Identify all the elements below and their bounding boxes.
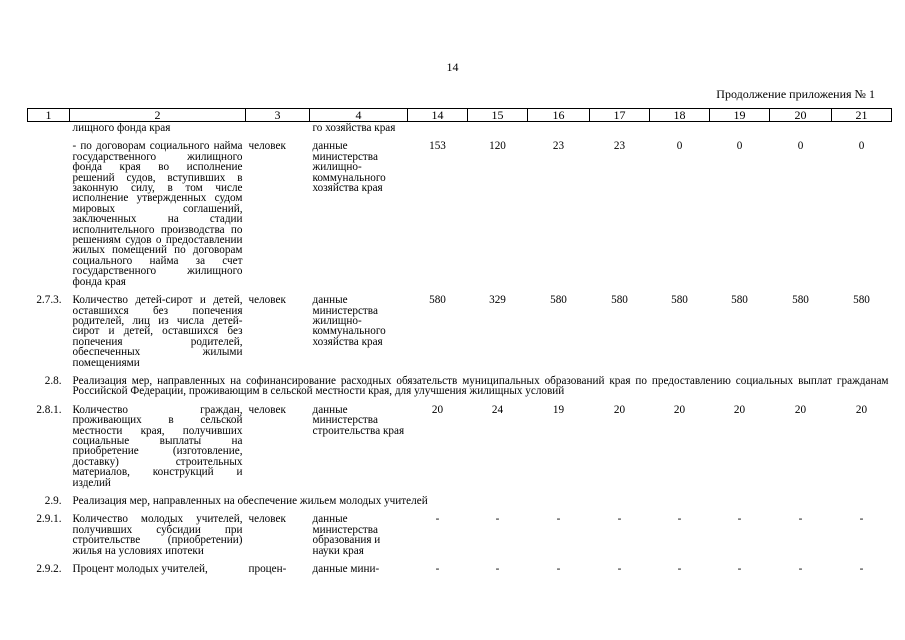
unit-of-measure: человек (248, 140, 286, 153)
indicator-value: 20 (613, 403, 626, 416)
indicator-value: 580 (550, 294, 567, 307)
row-number (28, 134, 70, 288)
indicator-value: 580 (429, 294, 446, 307)
column-header-9: 18 (650, 109, 710, 122)
data-source: го хозяйства края (312, 122, 396, 134)
page-number: 14 (446, 60, 459, 74)
column-header-4: 4 (310, 109, 408, 122)
indicator-value: - (677, 563, 682, 576)
data-source: данные министерства жилищно-коммунального хозяйства края (312, 294, 386, 348)
data-source: данные министерства образования и науки края (312, 513, 381, 557)
indicator-value: 580 (792, 294, 809, 307)
indicator-value: - (737, 513, 742, 526)
column-header-5: 14 (408, 109, 468, 122)
indicator-value: 580 (731, 294, 748, 307)
indicator-name: Процент молодых учителей, (72, 563, 208, 576)
indicator-name: Количество молодых учителей, получивших субсидии при строительстве (приобретении) жилья на условиях ипотеки (72, 513, 243, 557)
indicator-name: лищного фонда края (72, 122, 171, 134)
indicator-name: Количество граждан, проживающих в сельской местности края, получивших социальные выплаты на приобретение (изготовление, доставку) строительных материалов, конструкций и изделий (72, 403, 243, 489)
indicator-value (408, 122, 468, 135)
indicator-value: - (435, 563, 440, 576)
indicator-value: 19 (552, 403, 565, 416)
table-row (28, 134, 892, 288)
table-header-row (28, 109, 892, 122)
unit-of-measure (246, 122, 310, 135)
indicator-value: 580 (671, 294, 688, 307)
data-source: данные министерства жилищно-коммунального хозяйства края (312, 140, 386, 195)
unit-of-measure: человек (248, 294, 286, 307)
table-row (28, 507, 892, 557)
row-number: 2.9.1. (36, 513, 62, 526)
table-row (28, 557, 892, 575)
indicator-value (710, 122, 770, 135)
column-header-3: 3 (246, 109, 310, 122)
row-number: 2.9. (44, 495, 62, 507)
indicator-value (468, 122, 528, 135)
indicators-table (27, 108, 892, 575)
table-row (28, 122, 892, 135)
row-number (28, 122, 70, 135)
indicator-value: 23 (613, 140, 626, 153)
section-title: Реализация мер, направленных на обеспечение жильем молодых учителей (72, 495, 428, 507)
indicator-value: - (617, 513, 622, 526)
indicator-value: 0 (797, 140, 804, 153)
column-header-12: 21 (832, 109, 892, 122)
indicator-value: - (495, 513, 500, 526)
row-number: 2.8. (44, 374, 62, 387)
column-header-7: 16 (528, 109, 590, 122)
table-row (28, 288, 892, 369)
table-row (28, 398, 892, 489)
data-source: данные мини- (312, 563, 380, 576)
indicator-value: - (859, 513, 864, 526)
row-number: 2.7.3. (36, 294, 62, 307)
column-header-10: 19 (710, 109, 770, 122)
row-number: 2.8.1. (36, 403, 62, 416)
indicator-value: - (859, 563, 864, 576)
section-row (28, 369, 892, 398)
indicator-value: - (798, 513, 803, 526)
indicator-value: 580 (611, 294, 628, 307)
indicator-value: 24 (491, 403, 504, 416)
indicator-value: 0 (858, 140, 865, 153)
indicator-value (770, 122, 832, 135)
indicator-value: 329 (489, 294, 506, 307)
indicator-value: 23 (552, 140, 565, 153)
indicator-value: - (737, 563, 742, 576)
data-source: данные министерства строительства края (312, 403, 405, 437)
indicator-value (832, 122, 892, 135)
indicator-value: - (798, 563, 803, 576)
section-row (28, 489, 892, 507)
indicator-value (650, 122, 710, 135)
column-header-2: 2 (70, 109, 246, 122)
indicator-value: 0 (736, 140, 743, 153)
column-header-11: 20 (770, 109, 832, 122)
indicator-name: Количество детей-сирот и детей, оставшихся без попечения родителей, лиц из числа детей-сирот и детей, оставшихся без попечения родителей, обеспеченных жилыми помещениями (72, 294, 243, 369)
unit-of-measure: процен- (248, 563, 287, 576)
indicator-value: 20 (673, 403, 686, 416)
indicator-value: 20 (855, 403, 868, 416)
unit-of-measure: человек (248, 513, 286, 526)
indicator-value (590, 122, 650, 135)
unit-of-measure: человек (248, 403, 286, 416)
indicator-value: 0 (676, 140, 683, 153)
indicator-value: - (495, 563, 500, 576)
indicator-value (528, 122, 590, 135)
indicator-value: - (556, 513, 561, 526)
indicator-value: 20 (794, 403, 807, 416)
column-header-8: 17 (590, 109, 650, 122)
column-header-6: 15 (468, 109, 528, 122)
indicator-name: - по договорам социального найма государственного жилищного фонда края во исполнение решений судов, вступивших в законную силу, в том числе исполнение утвержденных судом мировых соглашений, заключенных на стадии исполнительного производства по решениям судов о предоставлении жилых помещений по договорам социального найма за счет государственного жилищного фонда края (72, 140, 243, 288)
indicator-value: - (617, 563, 622, 576)
indicator-value: 120 (489, 140, 506, 153)
indicator-value: 20 (733, 403, 746, 416)
appendix-continuation-label: Продолжение приложения № 1 (716, 87, 875, 101)
section-title: Реализация мер, направленных на софинансирование расходных обязательств муниципальных образований края по предоставлению социальных выплат гражданам Российской Федерации, проживающим в сельской местности края, для улучшения жилищных условий (72, 374, 889, 398)
row-number: 2.9.2. (36, 563, 62, 576)
column-header-1: 1 (28, 109, 70, 122)
indicator-value: 153 (429, 140, 446, 153)
indicator-value: 580 (853, 294, 870, 307)
indicator-value: - (435, 513, 440, 526)
indicator-value: 20 (431, 403, 444, 416)
indicator-value: - (556, 563, 561, 576)
indicator-value: - (677, 513, 682, 526)
